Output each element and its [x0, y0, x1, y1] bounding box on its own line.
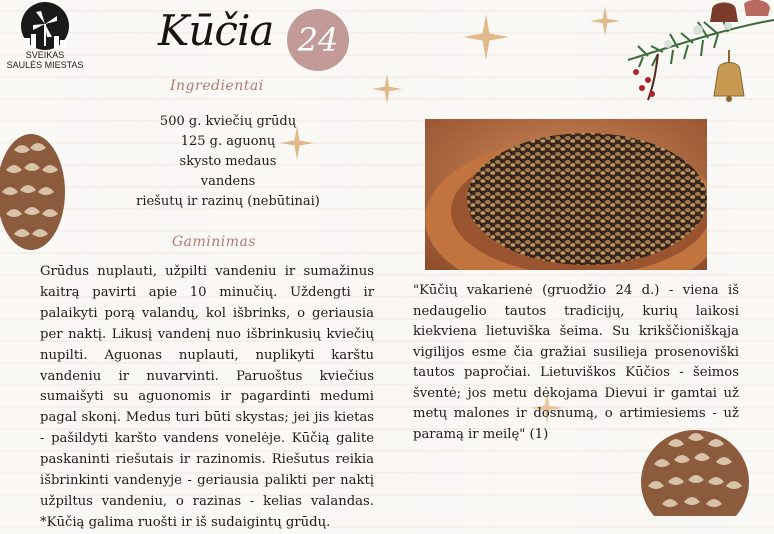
method-heading: Gaminimas	[172, 234, 257, 250]
logo-text	[4, 50, 86, 70]
wheat-dish-photo	[425, 119, 707, 270]
recipe-title: Kūčia	[158, 6, 274, 55]
recipe-number: 24	[297, 21, 339, 59]
pine-cone-icon	[0, 130, 68, 252]
quote-text: "Kūčių vakarienė (gruodžio 24 d.) - viena iš nedaugelio tautos tradicijų, kurių laikosi kiekviena lietuviška šeima. Su krikščioniškąja vigilijos esme čia gražiai susilieja prosenoviški tautos papročiai. Lietuviškos Kūčios - šeimos šventė; jos metu dėkojama Dievui ir gamtai už metų malones ir dosnumą, o artimiesiems - už paramą ir meilę" (1)	[413, 283, 739, 442]
logo-text-line1: SVEIKAS	[25, 50, 65, 60]
ingredients-list	[100, 112, 356, 212]
ingredient-item: skysto medaus	[179, 154, 277, 169]
ingredient-item: 125 g. aguonų	[180, 134, 276, 149]
ingredient-item: 500 g. kviečių grūdų	[159, 114, 297, 129]
fir-branch-icon	[598, 0, 774, 108]
christmas-bell-icon	[714, 50, 744, 102]
method-text: Grūdus nuplauti, užpilti vandeniu ir sumažinus kaitrą pavirti apie 10 minučių. Uždengti ir palaikyti porą valandų, kol išbrinks, o geriausia per naktį. Likusį vandenį nuo išbrinkusių kviečių nupilti. Aguonas nuplauti, nuplikyti karštu vandeniu ir nuvarvinti. Paruoštus kviečius sumaišyti su aguonomis ir pagardinti medumi pagal skonį. Medus turi būti skystas; jei jis kietas - pašildyti karšto vandens vonelėje. Kūčią galite paskaninti riešutais ir razinomis. Riešutus reikia išbrinkinti vandenyje - geriausia palikti per naktį užpiltus vandeniu, o razinas - kelias valandas. *Kūčią galima ruošti ir iš sudaigintų grūdų.	[40, 264, 374, 530]
star-icon	[463, 14, 509, 60]
logo-text-line2: SAULĖS MIESTAS	[6, 60, 84, 70]
windmill-city-logo-icon	[14, 2, 76, 50]
ingredients-heading: Ingredientai	[170, 78, 264, 94]
ingredient-item: riešutų ir razinų (nebūtinai)	[136, 194, 320, 209]
ingredient-item: vandens	[200, 174, 256, 189]
recipe-number-badge	[287, 9, 349, 71]
star-icon	[372, 74, 402, 104]
